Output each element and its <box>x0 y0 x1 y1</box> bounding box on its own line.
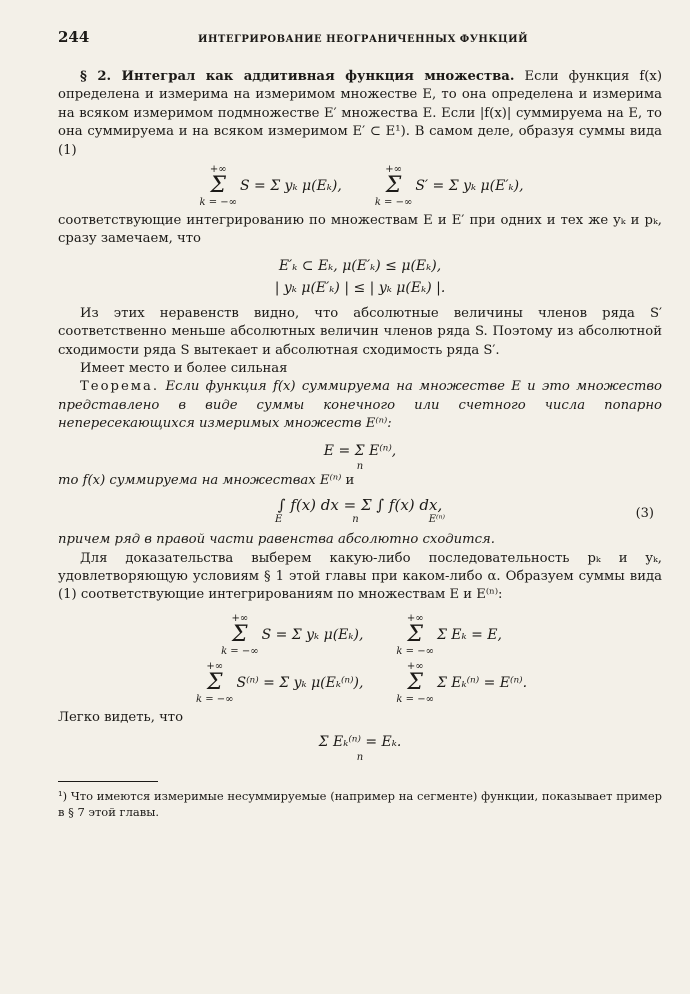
sum-symbol: +∞ Σ k = −∞ <box>195 660 234 705</box>
equation-6-right: Σ Eₖ⁽ⁿ⁾ = E⁽ⁿ⁾. <box>436 674 528 691</box>
paragraph-5 <box>58 472 662 490</box>
running-title: ИНТЕГРИРОВАНИЕ НЕОГРАНИЧЕННЫХ ФУНКЦИЙ <box>198 34 529 45</box>
equation-3: E = Σ E⁽ⁿ⁾, n <box>58 440 662 472</box>
equation-2-line-2: | yₖ μ(E′ₖ) | ≤ | yₖ μ(Eₖ) |. <box>274 279 446 296</box>
equation-7: Σ Eₖ⁽ⁿ⁾ = Eₖ. n <box>58 731 662 763</box>
equation-1 <box>58 164 662 208</box>
footnote: ¹) Что имеются измеримые несуммируемые (например на сегменте) функции, показывает пример в § 7 этой главы. <box>58 789 662 820</box>
paragraph-4: Имеет место и более сильная <box>80 361 288 377</box>
sum-symbol: +∞ Σ k = −∞ <box>396 660 434 705</box>
equation-4-tag: (3) <box>635 506 654 522</box>
equation-7-subscript: n <box>356 752 364 764</box>
equation-3-subscript: n <box>356 460 364 472</box>
paragraph-8: Легко видеть, что <box>58 709 184 725</box>
footnote-rule <box>58 781 158 782</box>
equation-4-body: ∫ f(x) dx = Σ ∫ f(x) dx, <box>277 496 443 515</box>
intro-text: Если функция f(x) определена и измерима на измеримом множестве E, то она определена и измерима на всяком измеримом подмножестве E′ множества E. Если |f(x)| суммируема на E, то она суммируема и на всяком измеримом E′ ⊂ E¹). В самом деле, образуя суммы вида (1) <box>58 69 662 158</box>
equation-5-left: S = Σ yₖ μ(Eₖ), <box>261 626 364 643</box>
equation-6 <box>58 661 662 705</box>
theorem-text: Если функция f(x) суммируема на множестве E и это множество представлено в виде суммы конечного или счетного числа попарно непересекающихся измеримых множеств E⁽ⁿ⁾: <box>58 379 662 432</box>
theorem <box>58 378 662 433</box>
sum-symbol: +∞ Σ k = −∞ <box>221 612 259 657</box>
paragraph-7: Для доказательства выберем какую-либо последовательность pₖ и yₖ, удовлетворяющую условиям § 1 этой главы при каком-либо α. Образуем суммы вида (1) соответствующие интегрированиям по множествам E и E⁽ⁿ⁾: <box>58 550 662 603</box>
sum-symbol: +∞ Σ k = −∞ <box>374 164 413 209</box>
section-heading: § 2. Интеграл как аддитивная функция множества. <box>80 69 515 84</box>
book-page <box>58 28 662 820</box>
equation-4-limits: E n E⁽ⁿ⁾ <box>274 514 446 526</box>
equation-5-right: Σ Eₖ = E, <box>436 626 502 643</box>
paragraph-3: Из этих неравенств видно, что абсолютные величины членов ряда S′ соответственно меньше абсолютных величин членов ряда S. Поэтому из абсолютной сходимости ряда S вытекает и абсолютная сходимость ряда S′. <box>58 305 662 358</box>
paragraph-5-text: то f(x) суммируема на множествах E⁽ⁿ⁾ <box>58 472 342 488</box>
page-header <box>58 28 662 46</box>
sum-symbol: +∞ Σ k = −∞ <box>199 164 237 209</box>
equation-1-left: S = Σ yₖ μ(Eₖ), <box>239 178 342 195</box>
equation-6-left: S⁽ⁿ⁾ = Σ yₖ μ(Eₖ⁽ⁿ⁾), <box>236 674 364 691</box>
sum-symbol: +∞ Σ k = −∞ <box>396 612 434 657</box>
equation-1-right: S′ = Σ yₖ μ(E′ₖ), <box>415 178 524 195</box>
equation-2-line-1: E′ₖ ⊂ Eₖ, μ(E′ₖ) ≤ μ(Eₖ), <box>278 257 442 274</box>
theorem-label: Теорема. <box>80 379 160 395</box>
paragraph-2: соответствующие интегрированию по множествам E и E′ при одних и тех же yₖ и pₖ, сразу замечаем, что <box>58 213 662 247</box>
page-number: 244 <box>58 28 90 46</box>
paragraph-5-and: и <box>345 472 355 488</box>
paragraph-intro <box>58 68 662 160</box>
paragraph-6: причем ряд в правой части равенства абсолютно сходится. <box>58 532 495 548</box>
equation-5 <box>58 613 662 657</box>
